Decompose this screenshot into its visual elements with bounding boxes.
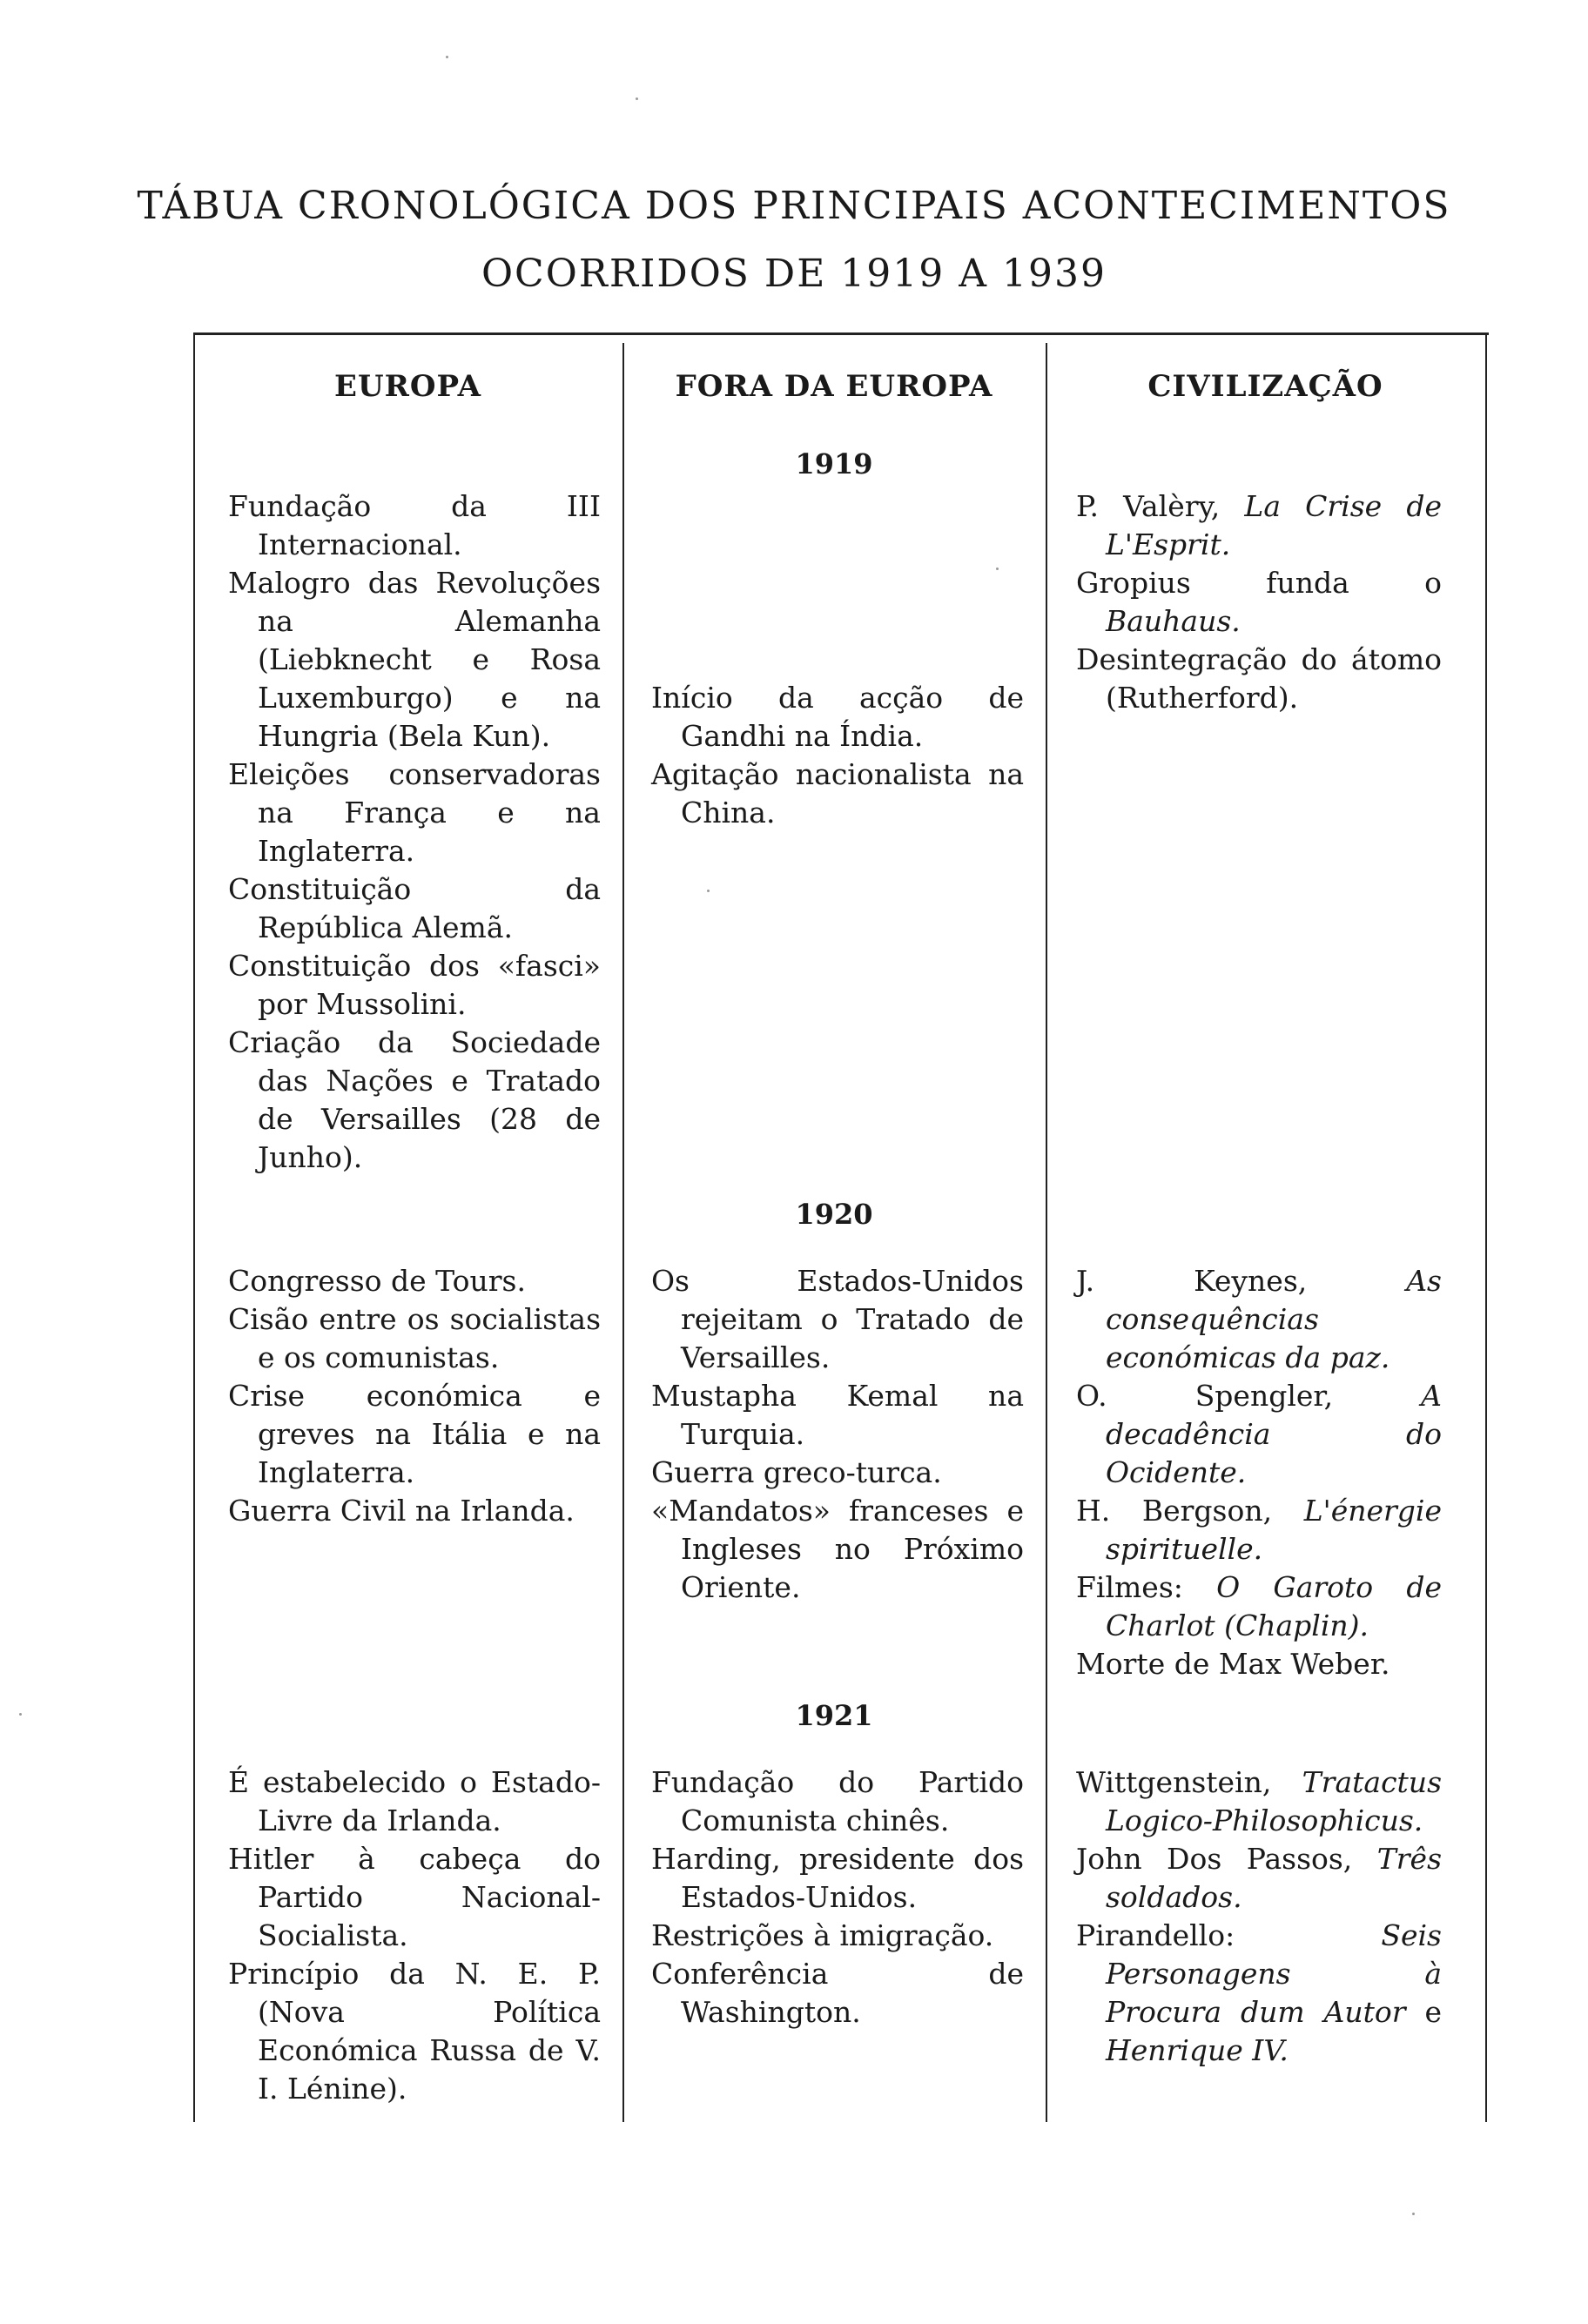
civilizacao-entry-pirandello bbox=[1076, 1917, 1442, 2070]
europa-1920-cell bbox=[228, 1262, 601, 1530]
europa-1919-entry: Criação da Sociedade das Nações e Tratado de Versailles (28 de Junho). bbox=[228, 1025, 601, 1174]
europa-1921-cell bbox=[228, 1763, 601, 2108]
table-top-rule bbox=[193, 332, 1489, 335]
column-header-europa: EUROPA bbox=[334, 369, 481, 404]
title-line-2: OCORRIDOS DE 1919 A 1939 bbox=[481, 252, 1107, 296]
work-title: La Crise de L'Esprit. bbox=[1106, 489, 1442, 561]
civilizacao-entry-gropius bbox=[1076, 564, 1442, 641]
fora-1921-entry: Harding, presidente dos Estados-Unidos. bbox=[651, 1842, 1024, 1914]
author: H. Bergson, bbox=[1076, 1494, 1273, 1528]
scan-speck bbox=[636, 97, 638, 100]
author: P. Valèry, bbox=[1076, 489, 1221, 523]
fora-1920-entry: Mustapha Kemal na Turquia. bbox=[651, 1379, 1024, 1451]
europa-1920-entry: Guerra Civil na Irlanda. bbox=[228, 1494, 575, 1528]
title-line-1: TÁBUA CRONOLÓGICA DOS PRINCIPAIS ACONTECIMENTOS bbox=[137, 184, 1451, 228]
europa-1920-entry: Cisão entre os socialistas e os comunistas. bbox=[228, 1302, 601, 1374]
author: O. Spengler, bbox=[1076, 1379, 1334, 1413]
conjunction: e bbox=[1424, 1995, 1443, 2029]
europa-1920-entry: Crise económica e greves na Itália e na Inglaterra. bbox=[228, 1379, 601, 1489]
fora-1921-entry: Restrições à imigração. bbox=[651, 1918, 994, 1952]
author: John Dos Passos, bbox=[1076, 1842, 1353, 1876]
fora-1919-entry: Início da acção de Gandhi na Índia. bbox=[651, 681, 1024, 753]
scan-speck bbox=[19, 1713, 22, 1716]
work-title: O Garoto de Charlot (Chaplin). bbox=[1106, 1570, 1442, 1642]
civilizacao-entry-dos-passos bbox=[1076, 1840, 1442, 1917]
scan-speck bbox=[446, 56, 448, 58]
year-label-1919: 1919 bbox=[795, 447, 873, 480]
europa-1919-entry: Fundação da III Internacional. bbox=[228, 489, 601, 561]
europa-1921-entry: Princípio da N. E. P. (Nova Política Económica Russa de V. I. Lénine). bbox=[228, 1957, 601, 2106]
work-title: Três soldados. bbox=[1106, 1842, 1443, 1914]
europa-1919-entry: Constituição da República Alemã. bbox=[228, 872, 601, 944]
author: Pirandello: bbox=[1076, 1918, 1235, 1952]
civilizacao-entry-spengler bbox=[1076, 1377, 1442, 1492]
work-title: Bauhaus. bbox=[1106, 604, 1241, 638]
europa-1920-entry: Congresso de Tours. bbox=[228, 1264, 526, 1298]
work-title: Seis Personagens à Procura dum Autor bbox=[1106, 1918, 1442, 2029]
civilizacao-entry-wittgenstein bbox=[1076, 1763, 1442, 1840]
scan-speck bbox=[996, 568, 999, 570]
civilizacao-1921-cell bbox=[1076, 1763, 1442, 2070]
europa-1919-cell bbox=[228, 487, 601, 1177]
work-title: As consequências económicas da paz. bbox=[1106, 1264, 1442, 1374]
page-title bbox=[0, 172, 1588, 308]
year-label-1921: 1921 bbox=[795, 1699, 873, 1732]
column-divider-2 bbox=[1046, 343, 1047, 2122]
column-header-civilizacao: CIVILIZAÇÃO bbox=[1147, 369, 1383, 404]
civilizacao-entry-weber: Morte de Max Weber. bbox=[1076, 1647, 1390, 1681]
fora-1920-entry: Os Estados-Unidos rejeitam o Tratado de Versailles. bbox=[651, 1264, 1024, 1374]
civilizacao-entry-valery bbox=[1076, 487, 1442, 564]
column-divider-right bbox=[1485, 334, 1487, 2122]
civilizacao-entry-atomo: Desintegração do átomo (Rutherford). bbox=[1076, 642, 1442, 715]
civilizacao-entry-keynes bbox=[1076, 1262, 1442, 1377]
work-title: L'énergie spirituelle. bbox=[1106, 1494, 1442, 1566]
scan-speck bbox=[1412, 2213, 1415, 2215]
entry-label: Filmes: bbox=[1076, 1570, 1183, 1604]
europa-1919-entry: Eleições conservadoras na França e na Inglaterra. bbox=[228, 757, 601, 868]
civilizacao-1919-cell bbox=[1076, 487, 1442, 717]
year-label-1920: 1920 bbox=[795, 1198, 873, 1231]
fora-1919-cell bbox=[651, 679, 1024, 832]
civilizacao-1920-cell bbox=[1076, 1262, 1442, 1683]
column-divider-1 bbox=[622, 343, 624, 2122]
author: J. Keynes, bbox=[1076, 1264, 1308, 1298]
fora-1920-entry: «Mandatos» franceses e Ingleses no Próximo Oriente. bbox=[651, 1494, 1024, 1604]
civilizacao-entry-bergson bbox=[1076, 1492, 1442, 1568]
author: Wittgenstein, bbox=[1076, 1765, 1272, 1799]
fora-1921-cell bbox=[651, 1763, 1024, 2032]
fora-1919-entry: Agitação nacionalista na China. bbox=[651, 757, 1024, 830]
fora-1921-entry: Conferência de Washington. bbox=[651, 1957, 1024, 2029]
civilizacao-entry-filmes bbox=[1076, 1568, 1442, 1645]
europa-1919-entry: Malogro das Revoluções na Alemanha (Liebknecht e Rosa Luxemburgo) e na Hungria (Bela Kun). bbox=[228, 566, 601, 753]
work-title: A decadência do Ocidente. bbox=[1106, 1379, 1442, 1489]
europa-1921-entry: É estabelecido o Estado-Livre da Irlanda. bbox=[228, 1765, 601, 1837]
column-header-fora-da-europa: FORA DA EUROPA bbox=[675, 369, 993, 404]
work-title: Tratactus Logico-Philosophicus. bbox=[1106, 1765, 1442, 1837]
europa-1921-entry: Hitler à cabeça do Partido Nacional-Socialista. bbox=[228, 1842, 601, 1952]
fora-1921-entry: Fundação do Partido Comunista chinês. bbox=[651, 1765, 1024, 1837]
fora-1920-cell bbox=[651, 1262, 1024, 1607]
europa-1919-entry: Constituição dos «fasci» por Mussolini. bbox=[228, 949, 601, 1021]
work-title: Henrique IV. bbox=[1106, 2033, 1289, 2067]
entry-text: Gropius funda o bbox=[1076, 566, 1442, 600]
fora-1920-entry: Guerra greco-turca. bbox=[651, 1455, 942, 1489]
scan-speck bbox=[707, 890, 710, 892]
column-divider-left bbox=[193, 332, 195, 2122]
